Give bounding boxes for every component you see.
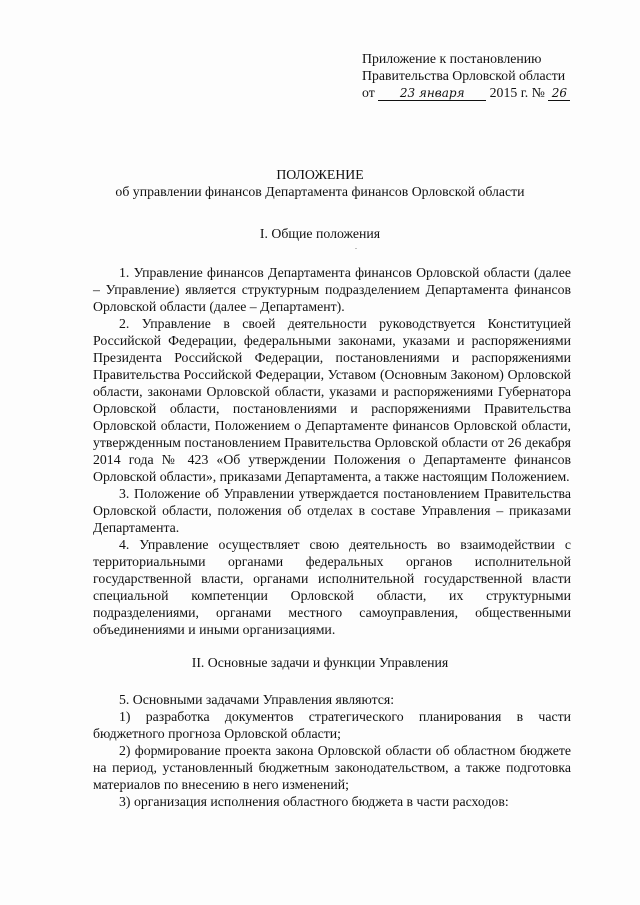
document-title: ПОЛОЖЕНИЕ: [276, 167, 364, 182]
appendix-from-label: от: [362, 85, 375, 100]
appendix-line-3: [362, 84, 592, 101]
paragraph-1: 1. Управление финансов Департамента финансов Орловской области (далее – Управление) является структурным подразделением Департамента финансов Орловской области (далее – Департамент).: [93, 265, 571, 314]
document-subtitle: об управлении финансов Департамента финансов Орловской области: [115, 184, 525, 199]
appendix-year-label: 2015 г. №: [489, 85, 545, 100]
list-item-3: 3) организация исполнения областного бюджета в части расходов:: [119, 794, 509, 809]
paragraph-4: 4. Управление осуществляет свою деятельность во взаимодействии с территориальными органами федеральных органов исполнительной государственной власти, органами исполнительной государственной власти специальной компетенции Орловской области, их структурными подразделениями, органами местного самоуправления, общественными объединениями и иными организациями.: [93, 537, 571, 637]
scan-dot: .: [355, 242, 357, 251]
section-2-heading: II. Основные задачи и функции Управления: [191, 655, 449, 670]
handwritten-date: 23 января: [378, 86, 486, 101]
list-item-2: 2) формирование проекта закона Орловской области об областном бюджете на период, установленный бюджетным законодательством, а также подготовка материалов по внесению в него изменений;: [93, 743, 571, 792]
section-1-body: [93, 264, 571, 638]
paragraph-2: 2. Управление в своей деятельности руководствуется Конституцией Российской Федерации, федеральными законами, указами и распоряжениями Президента Российской Федерации, постановлениями и распоряжениями Правительства Российской Федерации, Уставом (Основным Законом) Орловской области, законами Орловской области, указами и распоряжениями Губернатора Орловской области, постановлениями и распоряжениями Правительства Орловской области, Положением о Департаменте финансов Орловской области, утвержденным постановлением Правительства Орловской области от 26 декабря 2014 года № 423 «Об утверждении Положения о Департаменте финансов Орловской области», приказами Департамента, а также настоящим Положением.: [93, 316, 571, 484]
handwritten-number: 26: [548, 86, 570, 101]
paragraph-3: 3. Положение об Управлении утверждается постановлением Правительства Орловской области, положения об отделах в составе Управления – приказами Департамента.: [93, 486, 571, 535]
section-1-heading: I. Общие положения: [259, 226, 381, 241]
appendix-header: [362, 50, 592, 101]
appendix-line-1: Приложение к постановлению: [362, 51, 542, 66]
section-2-body: [93, 691, 571, 810]
paragraph-5: 5. Основными задачами Управления являются:: [119, 692, 395, 707]
list-item-1: 1) разработка документов стратегического планирования в части бюджетного прогноза Орловской области;: [93, 709, 571, 741]
appendix-line-2: Правительства Орловской области: [362, 68, 566, 83]
